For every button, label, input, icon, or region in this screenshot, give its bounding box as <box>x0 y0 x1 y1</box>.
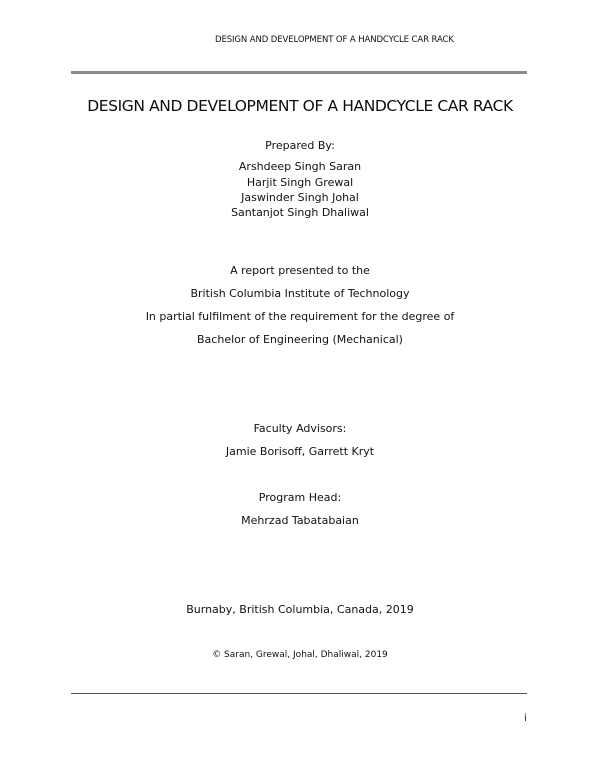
program-head: Mehrzad Tabatabaian <box>241 514 359 527</box>
author-name: Jaswinder Singh Johal <box>241 191 359 204</box>
prepared-by-label: Prepared By: <box>265 139 335 152</box>
page-number: i <box>524 713 527 724</box>
report-line: Bachelor of Engineering (Mechanical) <box>197 333 403 346</box>
report-line: A report presented to the <box>230 264 370 277</box>
copyright-notice: © Saran, Grewal, Johal, Dhaliwal, 2019 <box>212 650 388 660</box>
footer-divider <box>71 693 527 694</box>
document-title: DESIGN AND DEVELOPMENT OF A HANDCYCLE CAR RACK <box>87 97 513 115</box>
author-name: Harjit Singh Grewal <box>246 176 354 189</box>
program-head-label: Program Head: <box>258 491 342 504</box>
running-header: DESIGN AND DEVELOPMENT OF A HANDCYCLE CAR RACK <box>215 35 454 45</box>
location-date: Burnaby, British Columbia, Canada, 2019 <box>186 603 414 616</box>
report-line: British Columbia Institute of Technology <box>190 287 410 300</box>
faculty-advisors-label: Faculty Advisors: <box>253 422 347 435</box>
header-divider <box>71 71 527 74</box>
author-name: Arshdeep Singh Saran <box>238 160 362 173</box>
author-name: Santanjot Singh Dhaliwal <box>231 206 369 219</box>
faculty-advisors: Jamie Borisoff, Garrett Kryt <box>225 445 375 458</box>
report-line: In partial fulfilment of the requirement for the degree of <box>145 310 455 323</box>
